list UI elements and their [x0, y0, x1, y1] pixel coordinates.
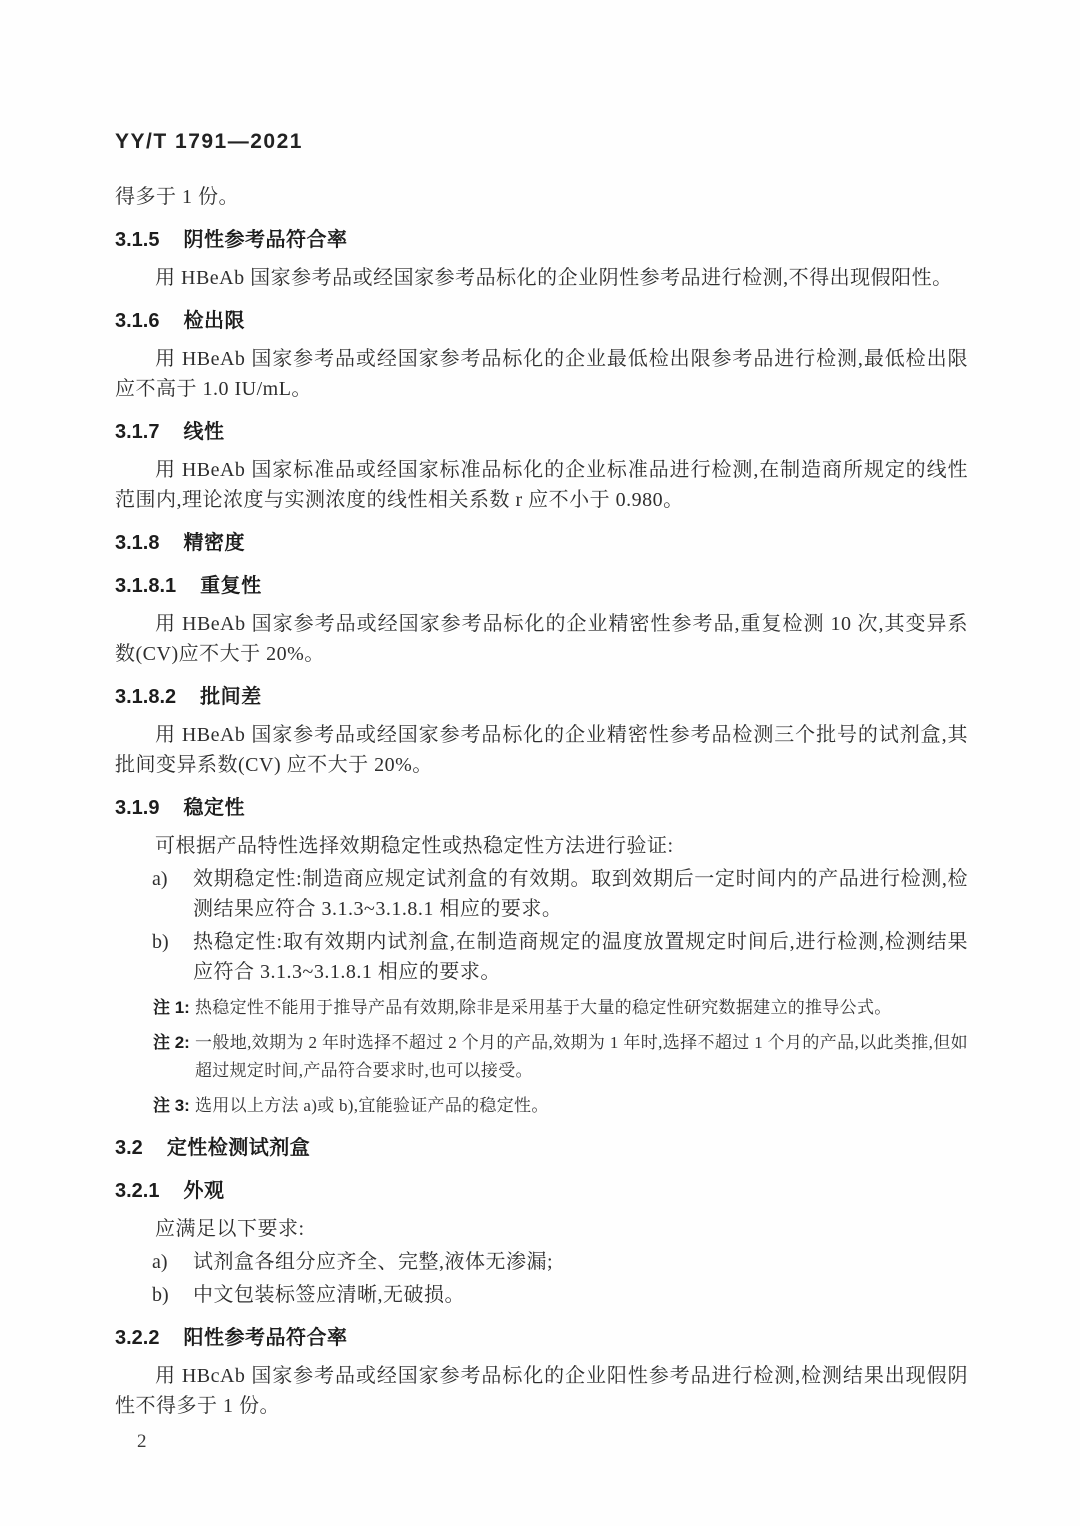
note — [115, 1092, 968, 1120]
standard-number-header: YY/T 1791—2021 — [115, 130, 303, 153]
section-number: 3.2 — [115, 1137, 143, 1159]
document-content — [115, 182, 968, 1421]
section-title: 稳定性 — [183, 797, 245, 819]
list-item-marker: b) — [152, 1284, 169, 1306]
section-number: 3.1.5 — [115, 229, 160, 251]
section-number: 3.2.1 — [115, 1180, 160, 1202]
section-heading — [115, 793, 968, 823]
section-title: 重复性 — [200, 575, 262, 597]
section-number: 3.1.8 — [115, 532, 160, 554]
note — [115, 1029, 968, 1085]
section-title: 外观 — [183, 1180, 225, 1202]
body-paragraph: 应满足以下要求: — [155, 1218, 305, 1240]
note-label: 注 3: — [153, 1096, 190, 1115]
continuation-paragraph: 得多于 1 份。 — [115, 186, 239, 208]
body-paragraph: 用 HBcAb 国家参考品或经国家参考品标化的企业阳性参考品进行检测,检测结果出现假阴性不得多于 1 份。 — [115, 1365, 968, 1417]
section-title: 阳性参考品符合率 — [183, 1327, 348, 1349]
note-text: 一般地,效期为 2 年时选择不超过 2 个月的产品,效期为 1 年时,选择不超过 1 个月的产品,以此类推,但如超过规定时间,产品符合要求时,也可以接受。 — [195, 1033, 968, 1080]
section-title: 线性 — [183, 421, 225, 443]
list-item-marker: a) — [152, 1251, 168, 1273]
section-title: 精密度 — [183, 532, 245, 554]
body-paragraph: 用 HBeAb 国家标准品或经国家标准品标化的企业标准品进行检测,在制造商所规定的线性范围内,理论浓度与实测浓度的线性相关系数 r 应不小于 0.980。 — [115, 459, 968, 511]
section-heading — [115, 306, 968, 336]
note-text: 热稳定性不能用于推导产品有效期,除非是采用基于大量的稳定性研究数据建立的推导公式。 — [195, 998, 892, 1017]
note — [115, 994, 968, 1022]
section-heading — [115, 571, 968, 601]
section-number: 3.1.9 — [115, 797, 160, 819]
note-label: 注 2: — [153, 1033, 190, 1052]
list-item-text: 试剂盒各组分应齐全、完整,液体无渗漏; — [193, 1251, 554, 1273]
body-paragraph: 用 HBeAb 国家参考品或经国家参考品标化的企业阴性参考品进行检测,不得出现假阳性。 — [155, 267, 953, 289]
section-title: 定性检测试剂盒 — [166, 1137, 311, 1159]
list-item-marker: a) — [152, 868, 168, 890]
section-heading — [115, 1323, 968, 1353]
note-text: 选用以上方法 a)或 b),宜能验证产品的稳定性。 — [195, 1096, 549, 1115]
section-heading — [115, 1133, 968, 1163]
section-title: 阴性参考品符合率 — [183, 229, 348, 251]
section-title: 批间差 — [200, 686, 262, 708]
section-heading — [115, 417, 968, 447]
body-paragraph: 用 HBeAb 国家参考品或经国家参考品标化的企业精密性参考品检测三个批号的试剂盒,其批间变异系数(CV) 应不大于 20%。 — [115, 724, 968, 776]
section-number: 3.1.8.2 — [115, 686, 177, 708]
list-item — [115, 1247, 968, 1277]
body-paragraph: 用 HBeAb 国家参考品或经国家参考品标化的企业最低检出限参考品进行检测,最低检出限应不高于 1.0 IU/mL。 — [115, 348, 968, 400]
body-paragraph: 用 HBeAb 国家参考品或经国家参考品标化的企业精密性参考品,重复检测 10 次,其变异系数(CV)应不大于 20%。 — [115, 613, 968, 665]
list-item-text: 热稳定性:取有效期内试剂盒,在制造商规定的温度放置规定时间后,进行检测,检测结果应符合 3.1.3~3.1.8.1 相应的要求。 — [193, 931, 968, 983]
list-item — [115, 1280, 968, 1310]
list-item-text: 中文包装标签应清晰,无破损。 — [193, 1284, 465, 1306]
page-number: 2 — [137, 1431, 147, 1452]
list-item — [115, 864, 968, 924]
section-number: 3.1.7 — [115, 421, 160, 443]
section-number: 3.1.8.1 — [115, 575, 177, 597]
body-paragraph: 可根据产品特性选择效期稳定性或热稳定性方法进行验证: — [155, 835, 674, 857]
section-heading — [115, 1176, 968, 1206]
section-heading — [115, 682, 968, 712]
section-heading — [115, 225, 968, 255]
section-heading — [115, 528, 968, 558]
note-label: 注 1: — [153, 998, 190, 1017]
section-number: 3.2.2 — [115, 1327, 160, 1349]
list-item — [115, 927, 968, 987]
list-item-text: 效期稳定性:制造商应规定试剂盒的有效期。取到效期后一定时间内的产品进行检测,检测结果应符合 3.1.3~3.1.8.1 相应的要求。 — [193, 868, 968, 920]
list-item-marker: b) — [152, 931, 169, 953]
section-title: 检出限 — [183, 310, 245, 332]
section-number: 3.1.6 — [115, 310, 160, 332]
